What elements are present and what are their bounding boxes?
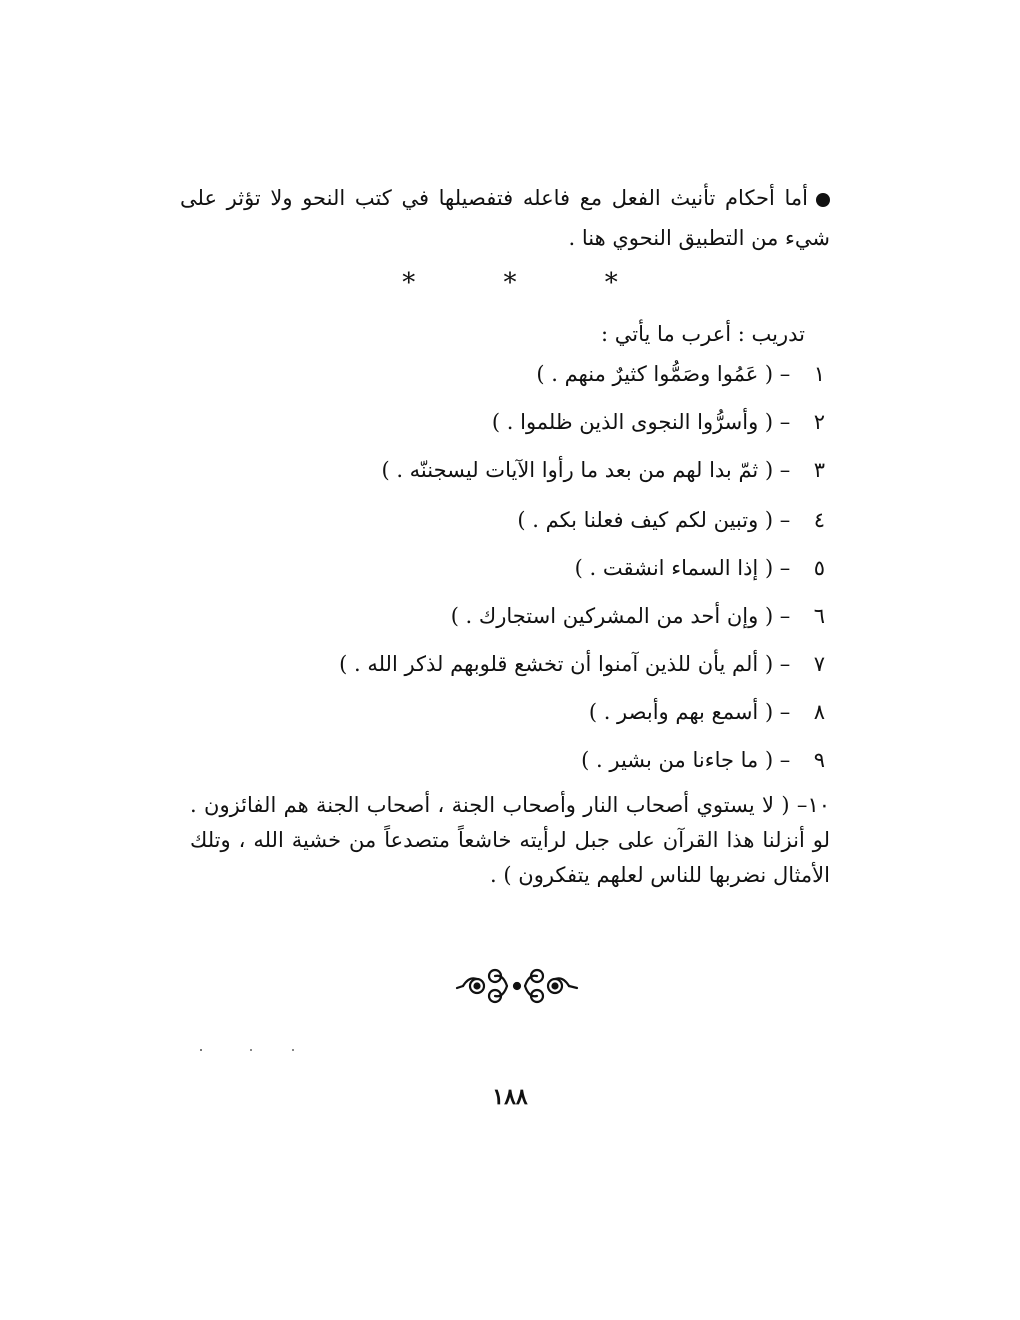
list-item — [185, 456, 825, 484]
item-number: ٤ — [813, 508, 825, 532]
item-number: ١٠ — [807, 793, 830, 817]
item-number: ٧ — [813, 652, 825, 676]
item-text: – ( عَمُوا وصَمُّوا كثيرٌ منهم . ) — [536, 362, 791, 386]
item-number: ٢ — [813, 410, 825, 434]
item-text: – ( وإن أحد من المشركين استجارك . ) — [450, 604, 791, 628]
exercise-list — [185, 360, 825, 794]
item-text: – ( ثمّ بدا لهم من بعد ما رأوا الآيات ليسجننّه . ) — [381, 458, 791, 482]
star-separator — [0, 268, 1020, 298]
item-text: – ( أسمع بهم وأبصر . ) — [588, 700, 791, 724]
item-text: – ( وأسرُّوا النجوى الذين ظلموا . ) — [491, 410, 791, 434]
star-1: * — [402, 268, 446, 298]
star-2: * — [503, 268, 547, 298]
list-item-ten — [190, 788, 830, 893]
item-number: ٩ — [813, 748, 825, 772]
intro-paragraph — [180, 178, 830, 258]
item-number: ١ — [813, 362, 825, 386]
item-number: ٥ — [813, 556, 825, 580]
list-item — [185, 554, 825, 582]
star-3: * — [604, 268, 648, 298]
item-text: – ( لا يستوي أصحاب النار وأصحاب الجنة ، أصحاب الجنة هم الفائزون . لو أنزلنا هذا القرآن على جبل لرأيته خاشعاً متصدعاً من خشية الله ، وتلك الأمثال نضربها للناس لعلهم يتفكرون ) . — [190, 793, 830, 887]
exercise-title: تدريب : أعرب ما يأتي : — [601, 322, 805, 346]
bullet-icon — [816, 193, 830, 207]
page-number: ١٨٨ — [492, 1084, 528, 1110]
list-item — [185, 408, 825, 436]
item-number: ٨ — [813, 700, 825, 724]
item-text: – ( وتبين لكم كيف فعلنا بكم . ) — [517, 508, 791, 532]
arabesque-ornament-icon — [455, 960, 580, 1010]
item-text: – ( إذا السماء انشقت . ) — [574, 556, 791, 580]
list-item — [185, 650, 825, 678]
list-item — [185, 746, 825, 774]
list-item — [185, 602, 825, 630]
scan-specks — [200, 1048, 310, 1052]
list-item — [185, 360, 825, 388]
item-number: ٣ — [813, 458, 825, 482]
item-text: – ( ألم يأن للذين آمنوا أن تخشع قلوبهم لذكر الله . ) — [339, 652, 791, 676]
intro-text: أما أحكام تأنيث الفعل مع فاعله فتفصيلها في كتب النحو ولا تؤثر على شيء من التطبيق النحوي هنا . — [180, 186, 830, 250]
list-item — [185, 698, 825, 726]
item-number: ٦ — [813, 604, 825, 628]
list-item — [185, 506, 825, 534]
item-text: – ( ما جاءنا من بشير . ) — [581, 748, 791, 772]
